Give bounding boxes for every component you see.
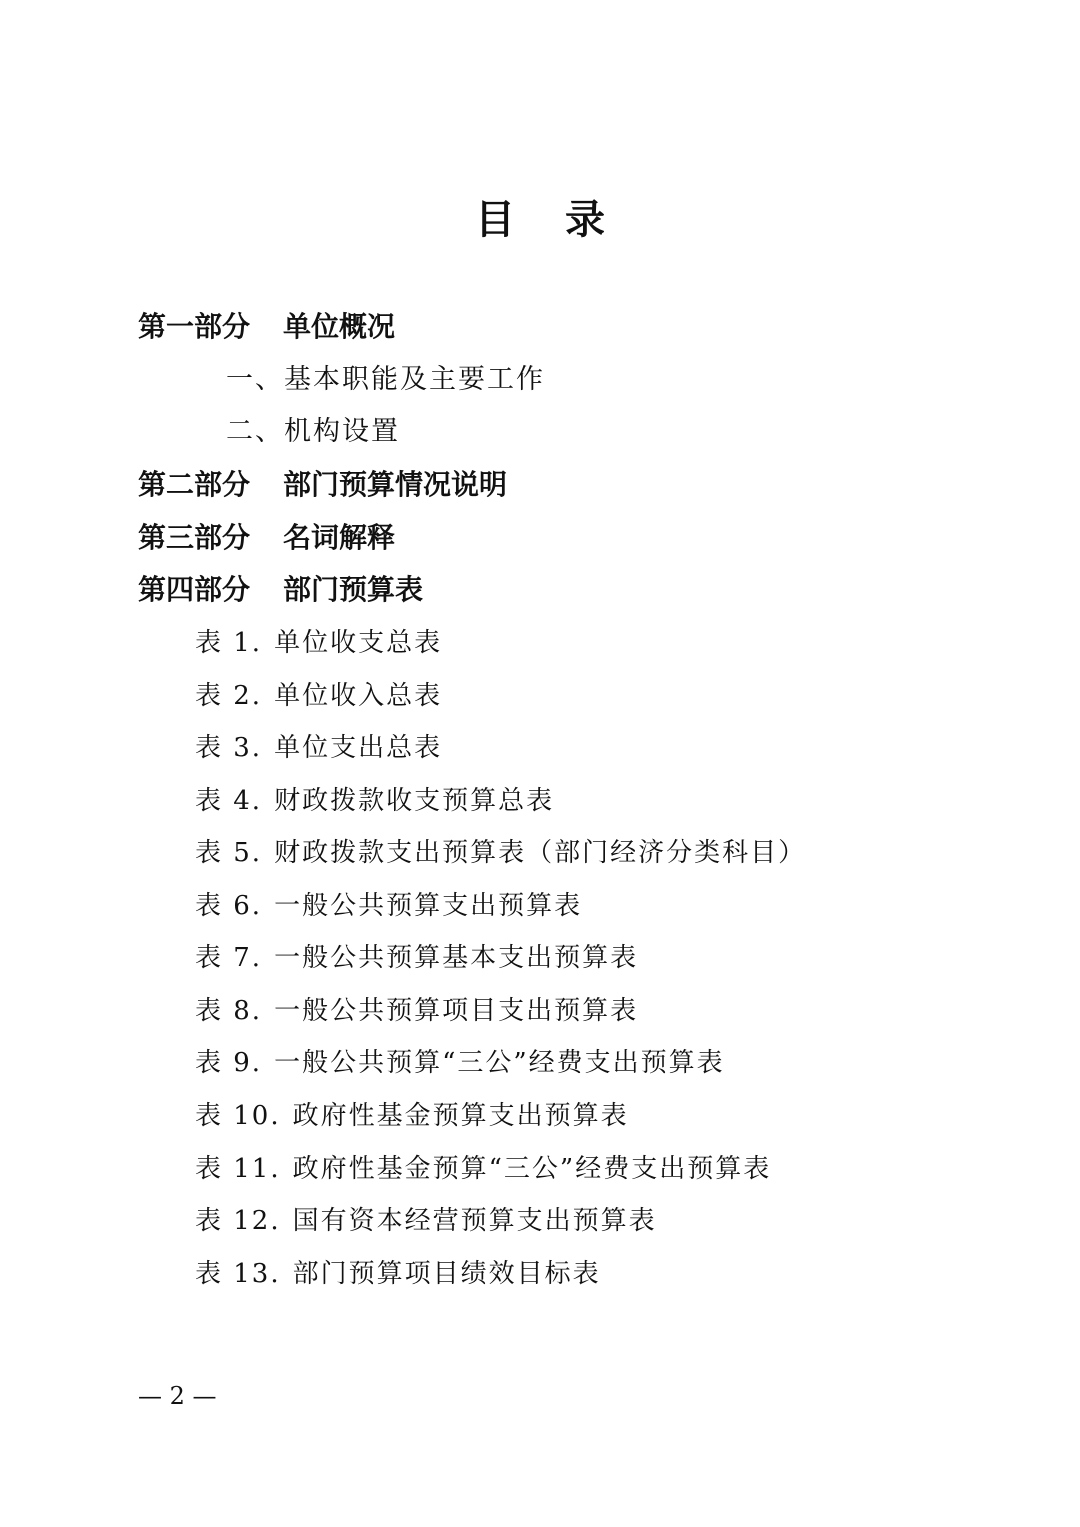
table-number: 表 6.	[195, 891, 263, 921]
part-label: 第四部分	[138, 573, 251, 606]
toc-table-7	[195, 938, 638, 978]
toc-table-2	[195, 676, 442, 716]
page-title: 目 录	[475, 196, 623, 243]
table-title: 一般公共预算项目支出预算表	[274, 996, 639, 1026]
toc-table-4	[195, 781, 554, 821]
toc-part-3	[138, 518, 395, 558]
part-title: 名词解释	[283, 521, 396, 554]
toc-table-1	[195, 623, 442, 663]
table-title: 一般公共预算支出预算表	[274, 891, 583, 921]
table-number: 表 11.	[195, 1154, 281, 1184]
toc-table-11	[195, 1149, 771, 1189]
toc-section-1: 一、基本职能及主要工作	[226, 364, 545, 395]
part-title: 部门预算表	[283, 573, 424, 606]
toc-table-8	[195, 991, 638, 1031]
table-title: 单位收入总表	[274, 681, 443, 711]
table-title: 财政拨款支出预算表（部门经济分类科目）	[274, 838, 807, 868]
table-number: 表 12.	[195, 1206, 281, 1236]
table-title: 国有资本经营预算支出预算表	[292, 1206, 657, 1236]
toc-table-3	[195, 728, 442, 768]
table-number: 表 10.	[195, 1101, 281, 1131]
part-title: 单位概况	[283, 310, 396, 343]
table-number: 表 2.	[195, 681, 263, 711]
table-number: 表 8.	[195, 996, 263, 1026]
toc-part-1	[138, 307, 395, 347]
table-number: 表 13.	[195, 1259, 281, 1289]
table-number: 表 5.	[195, 838, 263, 868]
toc-table-12	[195, 1201, 657, 1241]
toc-part-4	[138, 570, 423, 610]
table-number: 表 7.	[195, 943, 263, 973]
table-title: 单位支出总表	[274, 733, 443, 763]
table-title: 政府性基金预算支出预算表	[292, 1101, 629, 1131]
toc-section-2: 二、机构设置	[226, 416, 400, 447]
page-number: — 2 —	[138, 1382, 217, 1410]
table-number: 表 4.	[195, 786, 263, 816]
table-title: 财政拨款收支预算总表	[274, 786, 555, 816]
toc-part-2	[138, 465, 507, 505]
table-title: 部门预算项目绩效目标表	[292, 1259, 601, 1289]
part-title: 部门预算情况说明	[283, 468, 508, 501]
table-title: 政府性基金预算“三公”经费支出预算表	[292, 1154, 772, 1184]
part-label: 第一部分	[138, 310, 251, 343]
table-number: 表 9.	[195, 1048, 263, 1078]
toc-table-9	[195, 1043, 725, 1083]
table-title: 一般公共预算基本支出预算表	[274, 943, 639, 973]
table-number: 表 3.	[195, 733, 263, 763]
part-label: 第三部分	[138, 521, 251, 554]
toc-table-10	[195, 1096, 629, 1136]
table-title: 单位收支总表	[274, 628, 443, 658]
table-number: 表 1.	[195, 628, 263, 658]
table-title: 一般公共预算“三公”经费支出预算表	[274, 1048, 725, 1078]
toc-table-5	[195, 833, 806, 873]
part-label: 第二部分	[138, 468, 251, 501]
toc-table-13	[195, 1254, 601, 1294]
toc-table-6	[195, 886, 582, 926]
